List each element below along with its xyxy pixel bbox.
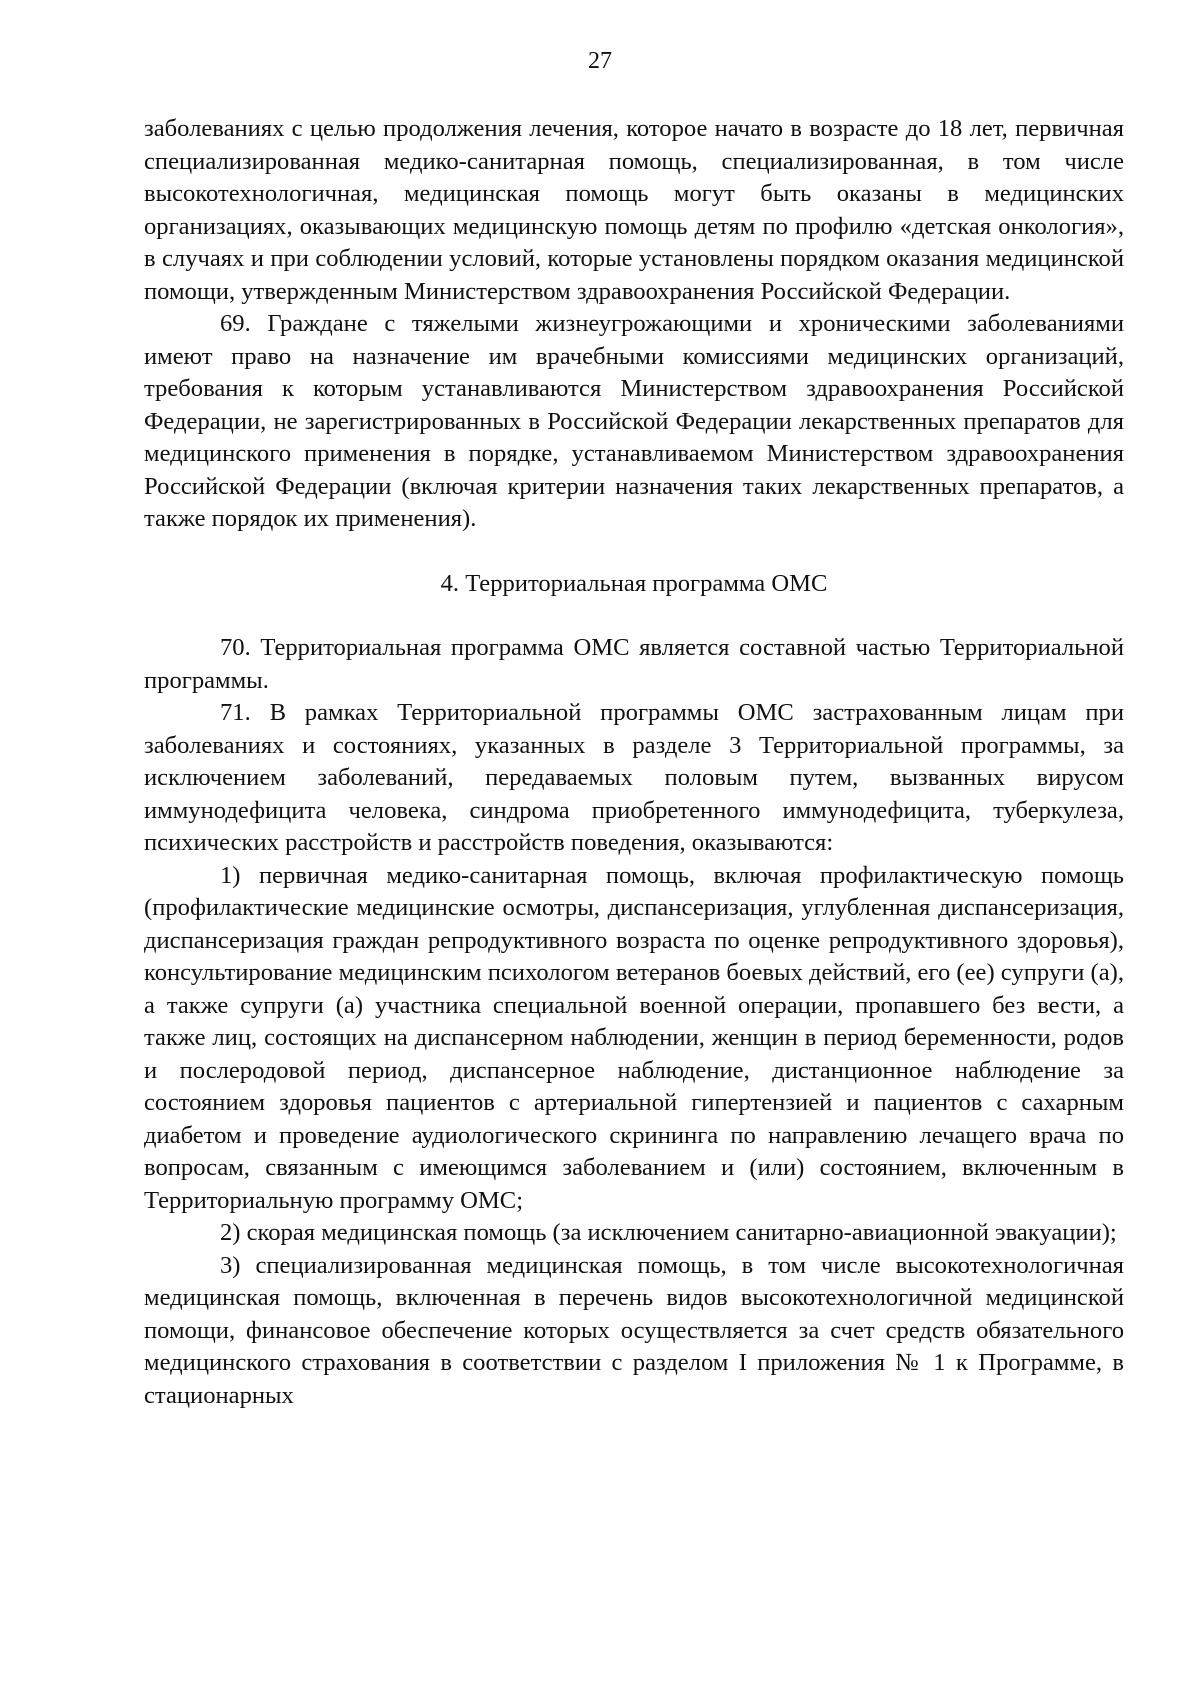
paragraph-continuation: заболеваниях с целью продолжения лечения, которое начато в возрасте до 18 лет, первичная специализированная медико-санитарная помощь, специализированная, в том числе высокотехнологичная, медицинская помощь могут быть оказаны в медицинских организациях, оказывающих медицинскую помощь детям по профилю «детская онкология», в случаях и при соблюдении условий, которые установлены порядком оказания медицинской помощи, утвержденным Министерством здравоохранения Российской Федерации.	[144, 115, 1124, 305]
list-item-3: 3) специализированная медицинская помощь, в том числе высокотехнологичная медицинская помощь, включенная в перечень видов высокотехнологичной медицинской помощи, финансовое обеспечение которых осуществляется за счет средств обязательного медицинского страхования в соответствии с разделом I приложения № 1 к Программе, в стационарных	[144, 1251, 1124, 1409]
document-body	[144, 113, 1124, 1412]
paragraph-70: 70. Территориальная программа ОМС является составной частью Территориальной программы.	[144, 634, 1124, 694]
list-item-2: 2) скорая медицинская помощь (за исключением санитарно-авиационной эвакуации);	[220, 1219, 1117, 1246]
list-item-1: 1) первичная медико-санитарная помощь, включая профилактическую помощь (профилактические медицинские осмотры, диспансеризация, углубленная диспансеризация, диспансеризация граждан репродуктивного возраста по оценке репродуктивного здоровья), консультирование медицинским психологом ветеранов боевых действий, его (ее) супруги (а), а также супруги (а) участника специальной военной операции, пропавшего без вести, а также лиц, состоящих на диспансерном наблюдении, женщин в период беременности, родов и послеродовой период, диспансерное наблюдение, дистанционное наблюдение за состоянием здоровья пациентов с артериальной гипертензией и пациентов с сахарным диабетом и проведение аудиологического скрининга по направлению лечащего врача по вопросам, связанным с имеющимся заболеванием и (или) состоянием, включенным в Территориальную программу ОМС;	[144, 861, 1124, 1214]
section-heading: 4. Территориальная программа ОМС	[440, 569, 828, 597]
paragraph-69: 69. Граждане с тяжелыми жизнеугрожающими и хроническими заболеваниями имеют право на назначение им врачебными комиссиями медицинских организаций, требования к которым устанавливаются Министерством здравоохранения Российской Федерации, не зарегистрированных в Российской Федерации лекарственных препаратов для медицинского применения в порядке, устанавливаемом Министерством здравоохранения Российской Федерации (включая критерии назначения таких лекарственных препаратов, а также порядок их применения).	[144, 310, 1124, 532]
page-number: 27	[588, 48, 612, 74]
paragraph-71: 71. В рамках Территориальной программы ОМС застрахованным лицам при заболеваниях и состояниях, указанных в разделе 3 Территориальной программы, за исключением заболеваний, передаваемых половым путем, вызванных вирусом иммунодефицита человека, синдрома приобретенного иммунодефицита, туберкулеза, психических расстройств и расстройств поведения, оказываются:	[144, 699, 1124, 856]
